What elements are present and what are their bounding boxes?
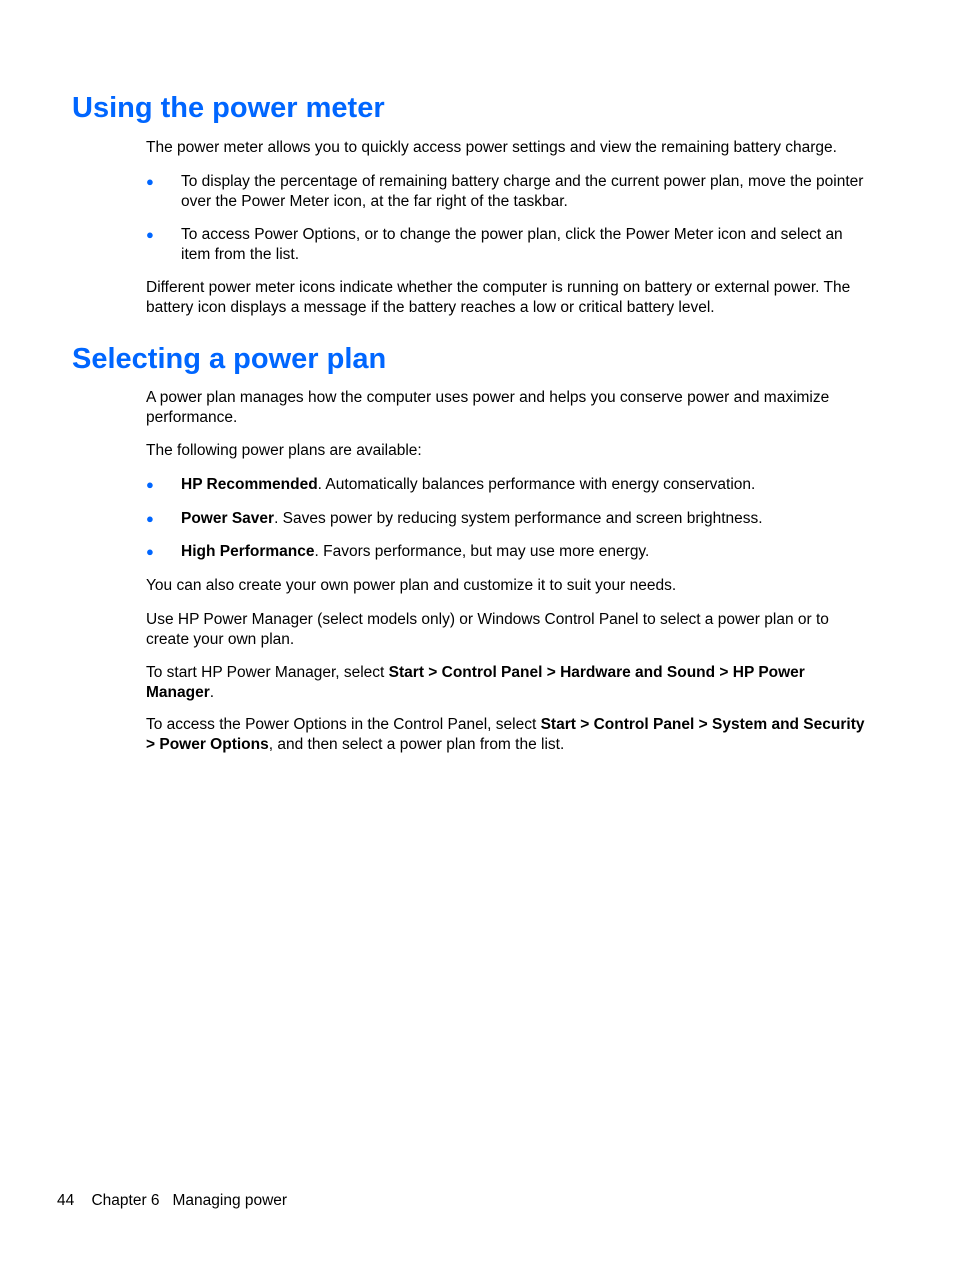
bullet-icon: ● xyxy=(146,511,154,526)
power-manager-tools-text: Use HP Power Manager (select models only) or Windows Control Panel to select a power plan or to create your own plan. xyxy=(146,611,829,648)
start-power-manager-text xyxy=(146,663,866,702)
list-item-text xyxy=(181,509,866,529)
control-panel-path: Start > Control Panel > System and Security > Power Options xyxy=(146,716,865,753)
plan-name: HP Recommended xyxy=(181,476,318,493)
plan-name: High Performance xyxy=(181,543,315,560)
list-item-text: To display the percentage of remaining battery charge and the current power plan, move the pointer over the Power Meter icon, at the far right of the taskbar. xyxy=(181,173,864,210)
power-plan-intro: A power plan manages how the computer uses power and helps you conserve power and maximize performance. xyxy=(146,389,830,426)
page-number: 44 xyxy=(57,1192,75,1209)
power-meter-closing: Different power meter icons indicate whether the computer is running on battery or external power. The battery icon displays a message if the battery reaches a low or critical battery level. xyxy=(146,279,851,316)
chapter-title: Managing power xyxy=(172,1192,288,1209)
plan-description: . Saves power by reducing system performance and screen brightness. xyxy=(274,510,763,527)
bullet-icon: ● xyxy=(146,544,154,559)
list-item-text: To access Power Options, or to change the power plan, click the Power Meter icon and select an item from the list. xyxy=(181,226,843,263)
heading-selecting-power-plan: Selecting a power plan xyxy=(72,343,387,375)
start-suffix: . xyxy=(209,683,215,701)
power-meter-intro: The power meter allows you to quickly access power settings and view the remaining battery charge. xyxy=(146,139,837,156)
plan-name: Power Saver xyxy=(181,510,275,527)
bullet-icon: ● xyxy=(146,174,154,189)
plan-description: . Favors performance, but may use more energy. xyxy=(314,543,650,560)
page-footer xyxy=(57,1191,287,1211)
bullet-icon: ● xyxy=(146,227,154,242)
plan-description: . Automatically balances performance with energy conservation. xyxy=(317,476,756,493)
chapter-label: Chapter 6 xyxy=(91,1192,160,1209)
list-item-text xyxy=(181,475,866,495)
power-plans-available: The following power plans are available: xyxy=(146,442,422,459)
start-menu-path: Start > Control Panel > Hardware and Sound > HP Power Manager xyxy=(146,664,805,701)
access-suffix: , and then select a power plan from the list. xyxy=(268,735,565,753)
list-item-text xyxy=(181,542,866,562)
custom-plan-text: You can also create your own power plan and customize it to suit your needs. xyxy=(146,577,677,594)
access-prefix: To access the Power Options in the Control Panel, select xyxy=(146,716,541,733)
access-power-options-text xyxy=(146,715,866,754)
heading-using-power-meter: Using the power meter xyxy=(72,92,385,124)
bullet-icon: ● xyxy=(146,477,154,492)
start-prefix: To start HP Power Manager, select xyxy=(146,664,389,681)
